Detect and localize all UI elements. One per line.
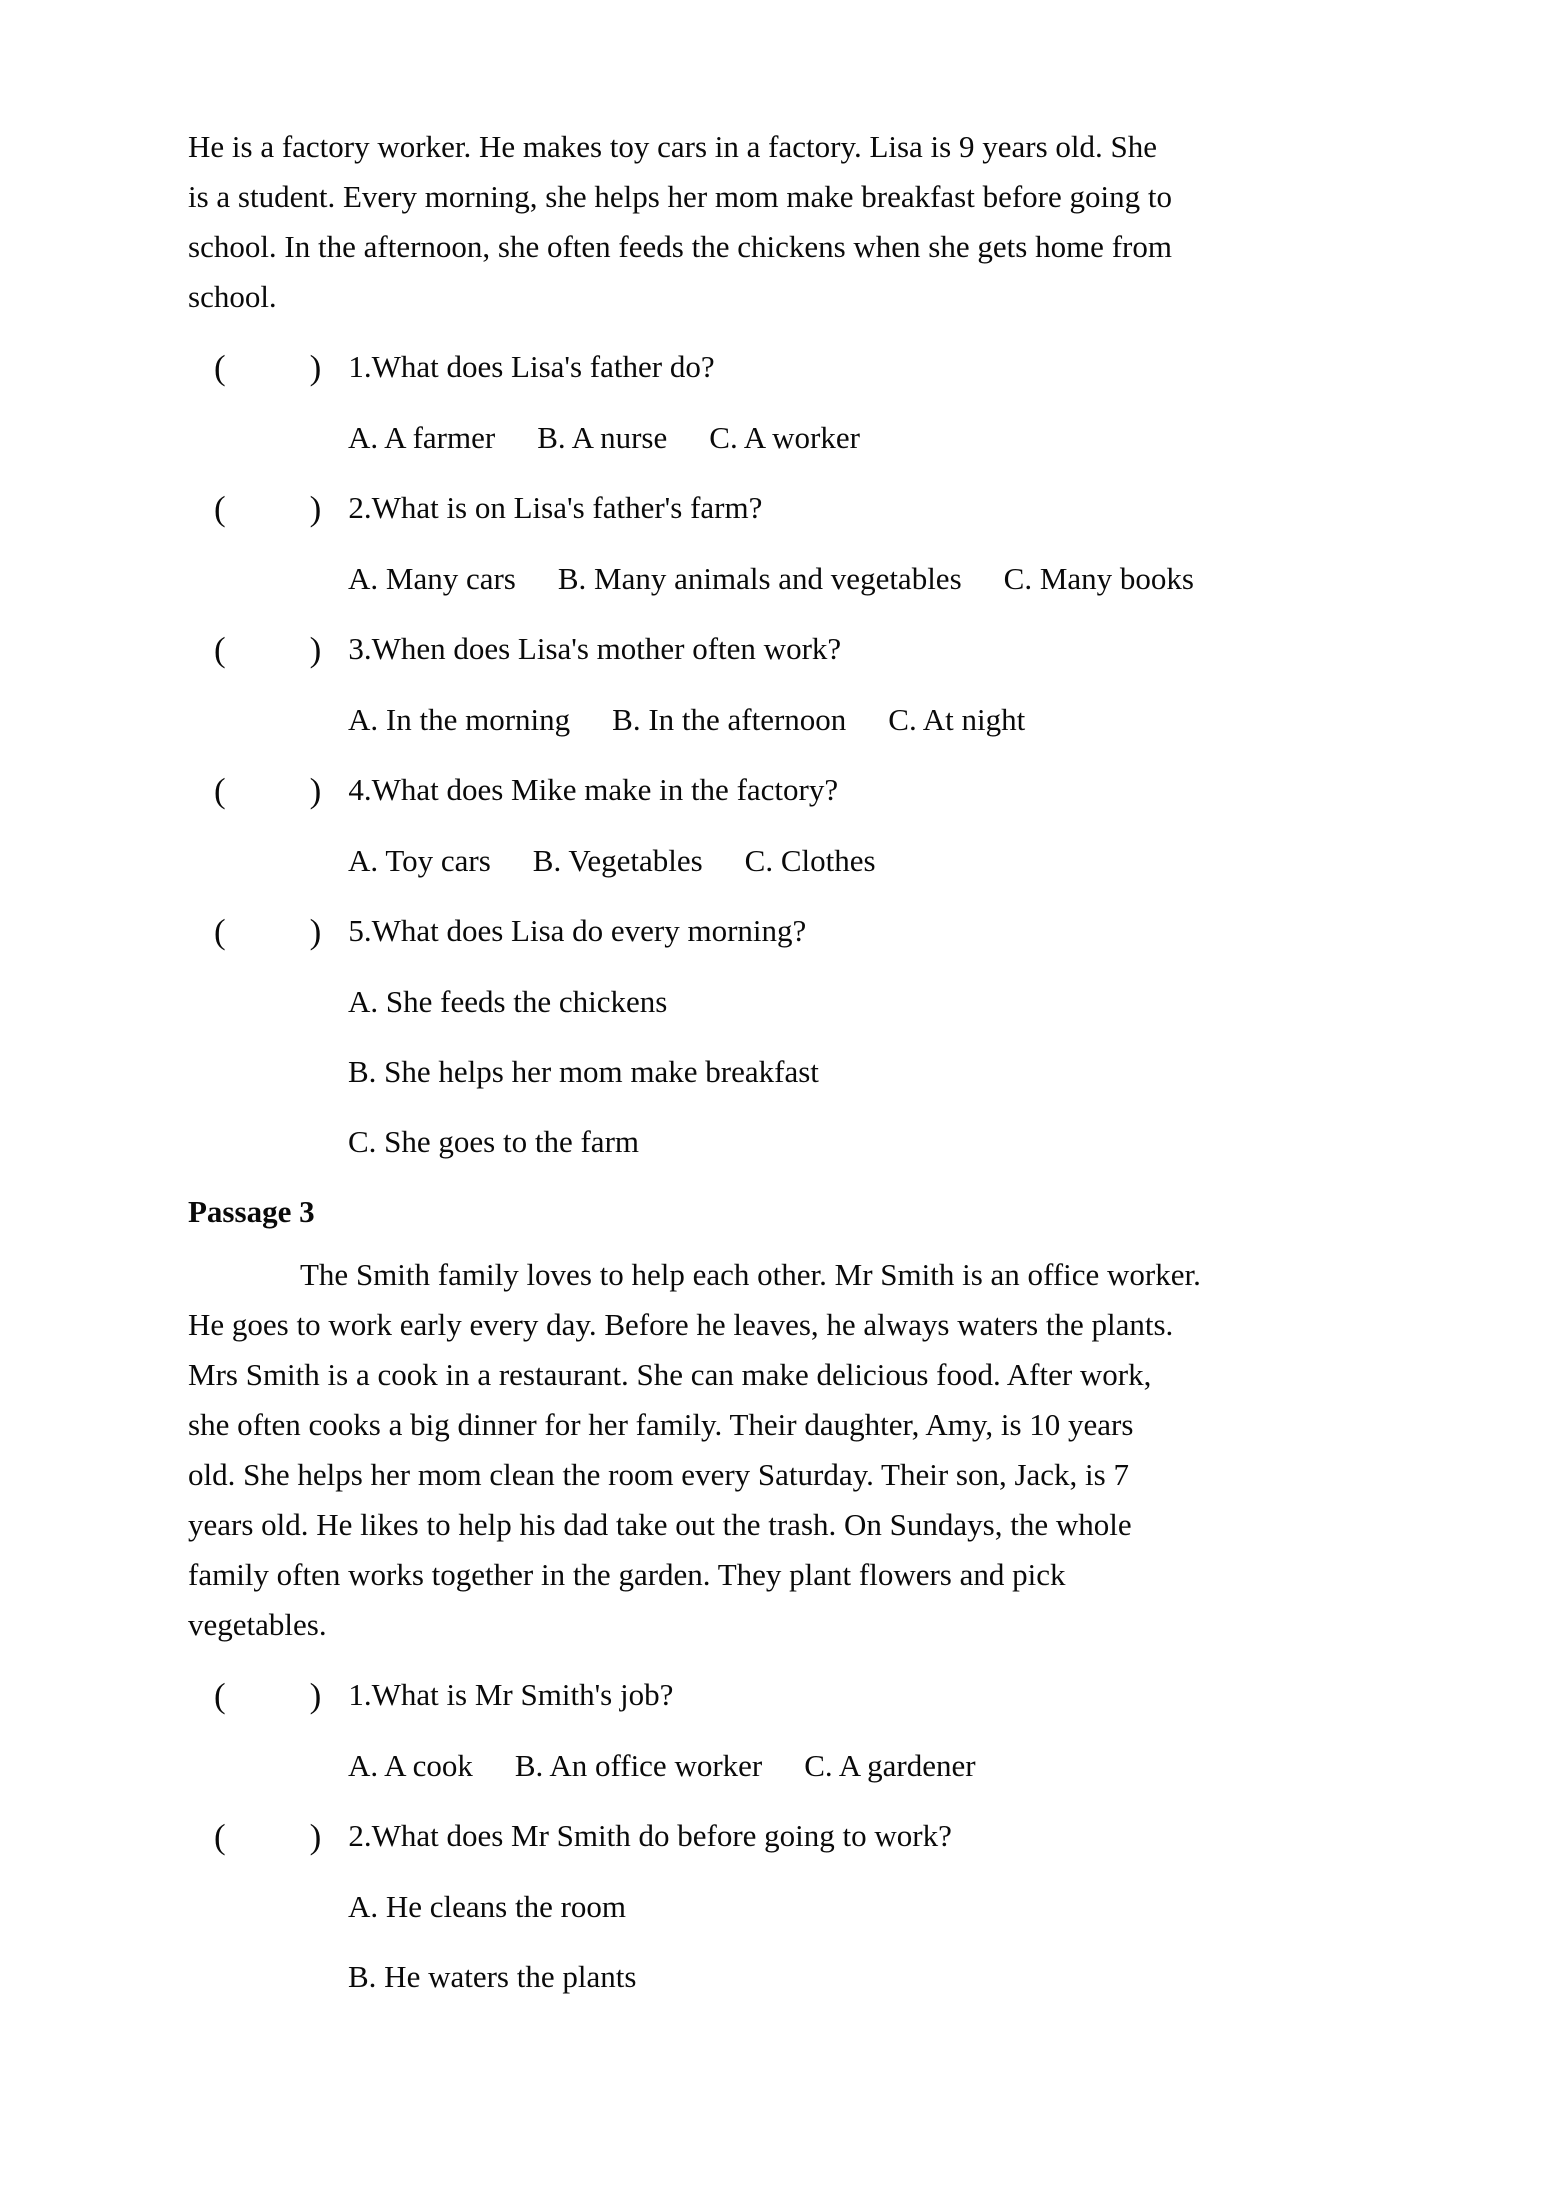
- p2-question-1-options: [188, 413, 1510, 463]
- answer-paren-close: ): [309, 1817, 322, 1856]
- option-a: A. A cook: [348, 1748, 473, 1783]
- option-c: C. A worker: [709, 420, 860, 455]
- p2-question-5: [188, 906, 1510, 957]
- p2-question-5-option-c: [188, 1117, 1510, 1167]
- option-a: A. Toy cars: [348, 843, 491, 878]
- option-b: B. Vegetables: [532, 843, 703, 878]
- p2-question-2: [188, 483, 1510, 534]
- question-text: 1.What is Mr Smith's job?: [348, 1677, 674, 1712]
- passage3-heading: Passage 3: [188, 1194, 315, 1229]
- question-text: 3.When does Lisa's mother often work?: [348, 631, 842, 666]
- option-c: C. Clothes: [744, 843, 876, 878]
- passage2-questions: [188, 342, 1510, 1167]
- p2-question-1: [188, 342, 1510, 393]
- p2-question-4-options: [188, 836, 1510, 886]
- answer-paren-close: ): [309, 348, 322, 387]
- option-b: B. A nurse: [537, 420, 668, 455]
- option-b: B. An office worker: [514, 1748, 763, 1783]
- answer-paren-open: (: [214, 771, 226, 810]
- option-c: C. At night: [888, 702, 1026, 737]
- p3-question-2-option-a: [188, 1882, 1510, 1932]
- option-b: B. In the afternoon: [612, 702, 847, 737]
- option-a: A. Many cars: [348, 561, 516, 596]
- answer-paren-open: (: [214, 912, 226, 951]
- question-text: 2.What is on Lisa's father's farm?: [348, 490, 763, 525]
- option-c: C. Many books: [1003, 561, 1194, 596]
- option-a: A. In the morning: [348, 702, 571, 737]
- p2-question-5-option-a: [188, 977, 1510, 1027]
- answer-paren-close: ): [309, 1676, 322, 1715]
- answer-paren-close: ): [309, 630, 322, 669]
- option-a: A. A farmer: [348, 420, 496, 455]
- p2-question-2-options: [188, 554, 1510, 604]
- p2-question-4: [188, 765, 1510, 816]
- passage3-questions: [188, 1670, 1510, 2002]
- p2-question-3-options: [188, 695, 1510, 745]
- option-c: C. A gardener: [804, 1748, 976, 1783]
- question-text: 5.What does Lisa do every morning?: [348, 913, 807, 948]
- answer-paren-open: (: [214, 1817, 226, 1856]
- answer-paren-open: (: [214, 489, 226, 528]
- question-text: 2.What does Mr Smith do before going to work?: [348, 1818, 952, 1853]
- passage2-paragraph: He is a factory worker. He makes toy cars in a factory. Lisa is 9 years old. She is a student. Every morning, she helps her mom make breakfast before going to school. In the afternoon, she often feeds the chickens when she gets home from school.: [188, 129, 1172, 314]
- answer-paren-close: ): [309, 771, 322, 810]
- answer-paren-open: (: [214, 348, 226, 387]
- answer-paren-close: ): [309, 489, 322, 528]
- p3-question-2: [188, 1811, 1510, 1862]
- p2-question-3: [188, 624, 1510, 675]
- question-text: 4.What does Mike make in the factory?: [348, 772, 839, 807]
- option-b: B. She helps her mom make breakfast: [348, 1054, 819, 1089]
- p3-question-2-option-b: [188, 1952, 1510, 2002]
- p3-question-1-options: [188, 1741, 1510, 1791]
- answer-paren-open: (: [214, 630, 226, 669]
- answer-paren-open: (: [214, 1676, 226, 1715]
- option-b: B. He waters the plants: [348, 1959, 637, 1994]
- question-text: 1.What does Lisa's father do?: [348, 349, 715, 384]
- option-b: B. Many animals and vegetables: [557, 561, 962, 596]
- answer-paren-close: ): [309, 912, 322, 951]
- p3-question-1: [188, 1670, 1510, 1721]
- option-a: A. He cleans the room: [348, 1889, 627, 1924]
- option-a: A. She feeds the chickens: [348, 984, 668, 1019]
- option-c: C. She goes to the farm: [348, 1124, 640, 1159]
- passage3-paragraph: The Smith family loves to help each other. Mr Smith is an office worker. He goes to work early every day. Before he leaves, he always waters the plants. Mrs Smith is a cook in a restaurant. She can make delicious food. After work, she often cooks a big dinner for her family. Their daughter, Amy, is 10 years old. She helps her mom clean the room every Saturday. Their son, Jack, is 7 years old. He likes to help his dad take out the trash. On Sundays, the whole family often works together in the garden. They plant flowers and pick vegetables.: [188, 1257, 1201, 1642]
- p2-question-5-option-b: [188, 1047, 1510, 1097]
